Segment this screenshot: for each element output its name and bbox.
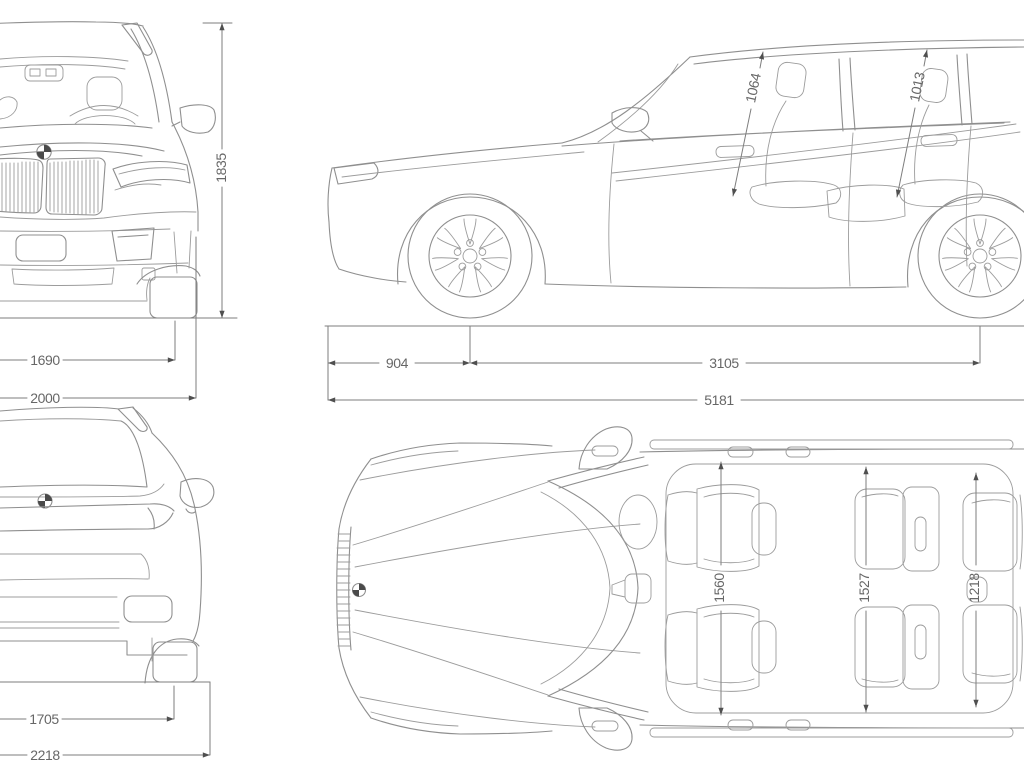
dim-arrow <box>718 462 723 469</box>
windshield-top <box>548 481 638 696</box>
c-pillar <box>957 54 972 125</box>
fender-creases-top <box>360 450 595 727</box>
front-wheel <box>408 194 532 318</box>
roof-rail-left <box>650 440 1013 449</box>
dim-label-width-incl-mirrors: 2218 <box>30 747 60 763</box>
door-handle-front <box>716 145 754 157</box>
door-cut-lines <box>609 126 971 286</box>
cowl-arc-top <box>541 492 610 684</box>
dim-arrow <box>470 360 477 365</box>
front-view-dimensions <box>0 23 232 406</box>
mirror-rear-right <box>180 479 214 513</box>
dim-label-front-interior-width: 1560 <box>711 573 727 603</box>
taillight-band <box>0 504 174 531</box>
dim-arrow <box>730 188 737 196</box>
front-track-dim-line <box>0 321 175 360</box>
overhead-console <box>25 65 63 81</box>
bumper-lower-lines <box>0 231 191 273</box>
dim-label-body-width: 2000 <box>30 390 60 406</box>
steering-wheel-top <box>619 495 657 549</box>
dim-arrow <box>219 311 224 318</box>
console-wedge <box>612 580 625 597</box>
rear-view-dimensions <box>0 682 210 763</box>
second-row-seat-right <box>855 605 939 689</box>
dim-arrow <box>863 467 868 474</box>
front-tire <box>150 277 197 318</box>
front-bumper-corners-top <box>339 459 371 718</box>
dim-arrow <box>973 360 980 365</box>
dim-arrow <box>973 473 978 480</box>
fender-crease-profile <box>342 152 584 177</box>
passenger-seat-partial <box>0 97 17 119</box>
rear-wheel <box>918 194 1024 318</box>
roof-line-rear <box>0 407 119 411</box>
dim-label-front-track: 1690 <box>30 352 60 368</box>
dim-label-rear-track: 1705 <box>29 711 59 727</box>
spoiler-edge <box>0 419 121 421</box>
mirror-right <box>172 105 215 133</box>
body-side-right-rear <box>152 433 201 641</box>
kidney-grille-right <box>46 158 105 215</box>
a-pillar-profile <box>562 57 690 143</box>
a-pillar-lines <box>131 27 172 122</box>
dim-label-overall-length: 5181 <box>704 392 734 408</box>
dim-arrow <box>167 716 174 721</box>
cowl-line <box>0 124 152 128</box>
license-plate <box>16 235 66 261</box>
fender-right-edge <box>172 122 198 231</box>
map-light-left <box>30 69 40 76</box>
roof-rail-right <box>650 728 1013 737</box>
dim-label-overall-height: 1835 <box>213 153 229 183</box>
bumper-recess <box>124 596 172 622</box>
dim-arrow <box>463 360 470 365</box>
a-pillars-top <box>548 457 648 720</box>
skid-plate <box>12 268 114 286</box>
dim-arrow <box>203 752 210 757</box>
dim-arrow <box>759 51 766 59</box>
front-view-drawing <box>0 22 237 318</box>
dim-arrow <box>219 23 224 30</box>
dim-arrow <box>923 49 930 57</box>
windshield-header <box>0 57 128 69</box>
dim-label-third-row-width: 1218 <box>966 573 982 603</box>
rear-track-dim-line <box>0 686 174 719</box>
rear-seat-cushion <box>900 180 983 207</box>
roof-profile <box>690 40 1024 64</box>
dim-label-front-overhang: 904 <box>385 355 409 371</box>
rear-tire-rearview <box>153 642 197 682</box>
handle-oval <box>728 720 753 730</box>
nose-grille-hatches <box>337 534 350 646</box>
side-view-dimensions <box>325 49 1024 408</box>
handle-oval <box>592 446 618 456</box>
roof-fin-rear <box>118 407 147 431</box>
map-light-right <box>46 69 56 76</box>
dim-arrow <box>718 708 723 715</box>
hood-lines <box>0 143 164 156</box>
grille-slats <box>2 160 98 214</box>
dim-label-wheelbase: 3105 <box>709 355 739 371</box>
handle-oval <box>786 720 810 730</box>
rear-window <box>0 421 147 487</box>
b-pillar <box>839 58 855 131</box>
hood-cut-lines-top <box>353 482 640 695</box>
dim-label-second-row-width: 1527 <box>856 573 872 603</box>
dim-arrow <box>328 360 335 365</box>
handle-oval <box>592 721 618 731</box>
bumper-lower-rear <box>0 641 187 655</box>
dim-arrow <box>328 397 335 402</box>
front-seat-headrest <box>775 61 807 99</box>
tailgate-mid-lines <box>0 554 149 580</box>
dim-arrow <box>168 357 175 362</box>
handle-oval <box>728 447 753 457</box>
top-view-drawing <box>337 427 1024 750</box>
top-view-dimensions <box>711 462 982 715</box>
headlight-right <box>113 162 190 187</box>
steering-wheel <box>75 116 135 124</box>
rocker-line <box>545 284 906 288</box>
dim-arrow <box>189 395 196 400</box>
dim-label-front-headroom: 1064 <box>742 71 764 105</box>
fascia-lines <box>0 212 196 232</box>
handle-oval <box>786 447 810 457</box>
character-line <box>612 124 1020 181</box>
mirror-side <box>612 108 653 141</box>
second-row-seat-left <box>855 487 939 571</box>
dim-arrow <box>863 705 868 712</box>
headlight-inner-lines <box>115 168 185 190</box>
rear-view-drawing <box>0 407 214 683</box>
mirror-top-right <box>579 708 632 750</box>
driver-seat-shoulder <box>70 106 138 117</box>
dim-arrow <box>973 700 978 707</box>
front-seat-back <box>766 101 786 186</box>
mirror-top-left <box>579 427 632 469</box>
interior-seats-side <box>750 61 983 221</box>
second-row-cushion <box>827 185 905 221</box>
roof-line <box>0 22 143 30</box>
front-bumper-profile <box>328 168 406 282</box>
air-intake-right <box>112 228 154 261</box>
dim-label-rear-headroom: 1013 <box>906 70 928 104</box>
bumper-upper-lines <box>0 597 119 628</box>
